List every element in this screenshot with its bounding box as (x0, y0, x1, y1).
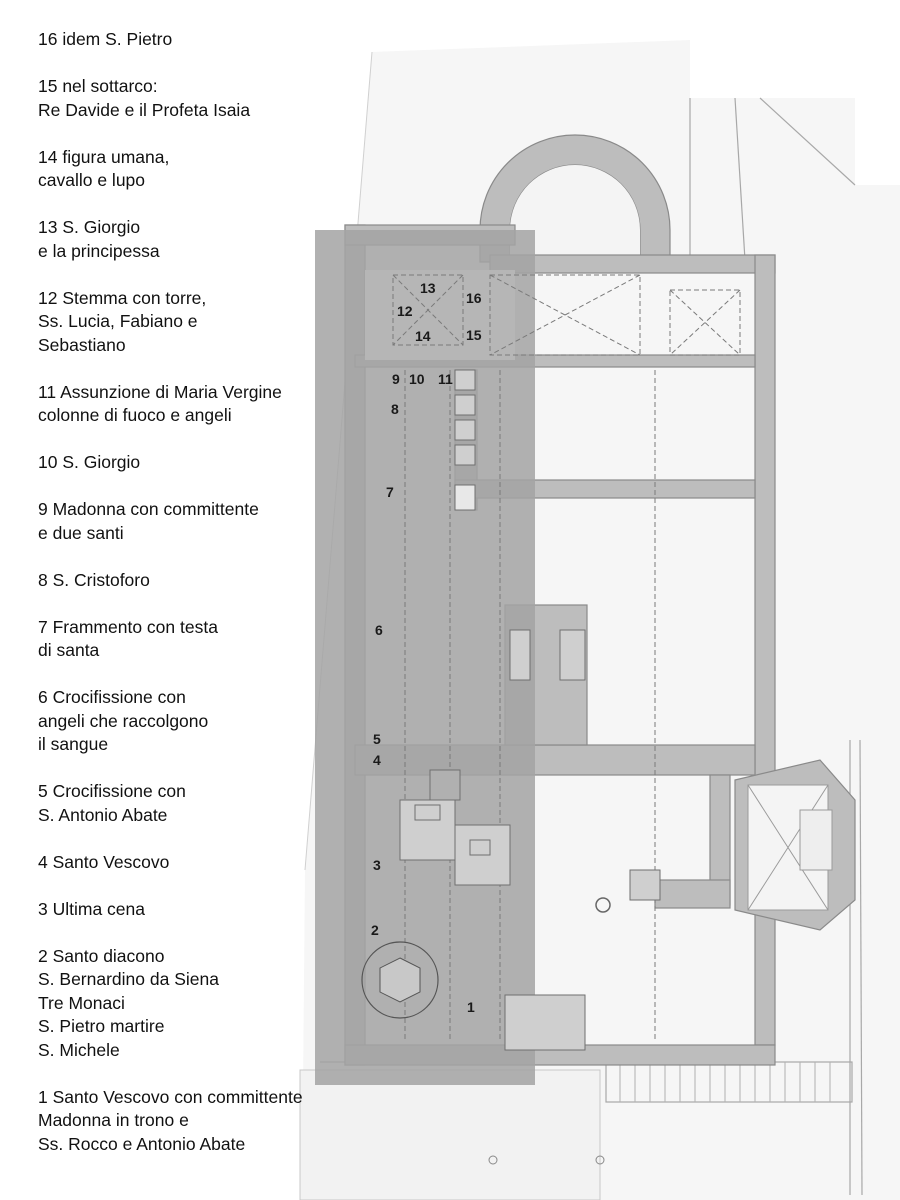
plan-number-1: 1 (467, 999, 475, 1015)
plan-number-3: 3 (373, 857, 381, 873)
legend-entry (38, 1086, 368, 1157)
legend-line: Tre Monaci (38, 992, 125, 1013)
legend-line: Ss. Lucia, Fabiano e (38, 311, 198, 331)
plan-number-14: 14 (415, 328, 431, 344)
legend-line: 7 Frammento con testa (38, 616, 218, 637)
plan-number-5: 5 (373, 731, 381, 747)
legend-entry (38, 28, 368, 52)
legend-line: 10 S. Giorgio (38, 452, 141, 472)
plan-number-15: 15 (466, 327, 482, 343)
legend-line: 5 Crocifissione con (38, 781, 186, 801)
legend-entry (38, 616, 368, 663)
legend-line: 13 S. Giorgio (38, 217, 141, 237)
legend-line: Sebastiano (38, 334, 126, 355)
plan-number-2: 2 (371, 922, 379, 938)
legend-line: 11 Assunzione di Maria Vergine (38, 381, 282, 402)
legend-line: Ss. Rocco e Antonio Abate (38, 1133, 246, 1154)
fresco-legend (38, 28, 368, 1156)
legend-entry (38, 451, 368, 475)
legend-line: S. Pietro martire (38, 1016, 165, 1036)
plan-number-16: 16 (466, 290, 482, 306)
legend-entry (38, 498, 368, 545)
legend-line: S. Antonio Abate (38, 804, 168, 825)
legend-entry (38, 686, 368, 757)
plan-number-11: 11 (438, 371, 453, 387)
legend-entry (38, 898, 368, 922)
legend-line: il sangue (38, 734, 109, 754)
legend-line: Madonna in trono e (38, 1110, 189, 1130)
legend-line: Re Davide e il Profeta Isaia (38, 99, 251, 120)
legend-line: S. Bernardino da Siena (38, 969, 219, 989)
legend-entry (38, 381, 368, 428)
plan-number-8: 8 (391, 401, 399, 417)
legend-line: 6 Crocifissione con (38, 687, 186, 707)
legend-entry (38, 75, 368, 122)
legend-line: 15 nel sottarco: (38, 76, 158, 96)
legend-line: angeli che raccolgono (38, 710, 209, 731)
plan-number-4: 4 (373, 752, 381, 768)
plan-east-chapel (735, 760, 855, 930)
legend-line: cavallo e lupo (38, 170, 146, 190)
legend-line: S. Michele (38, 1039, 120, 1060)
legend-entry (38, 851, 368, 875)
legend-line: 3 Ultima cena (38, 898, 145, 919)
legend-entry (38, 569, 368, 593)
legend-line: colonne di fuoco e angeli (38, 405, 232, 425)
plan-number-6: 6 (375, 622, 383, 638)
legend-line: 8 S. Cristoforo (38, 569, 150, 590)
plan-number-9: 9 (392, 371, 400, 387)
legend-line: e la principessa (38, 240, 160, 261)
plan-number-13: 13 (420, 280, 436, 296)
legend-line: di santa (38, 640, 100, 660)
legend-line: 16 idem S. Pietro (38, 29, 173, 49)
legend-line: 9 Madonna con committente (38, 499, 259, 519)
plan-number-12: 12 (397, 303, 413, 319)
legend-line: e due santi (38, 522, 124, 543)
plan-number-7: 7 (386, 484, 394, 500)
legend-entry (38, 945, 368, 1063)
legend-line: 2 Santo diacono (38, 945, 165, 966)
legend-entry (38, 216, 368, 263)
legend-line: 14 figura umana, (38, 146, 170, 167)
legend-line: 4 Santo Vescovo (38, 851, 170, 872)
legend-entry (38, 146, 368, 193)
legend-line: 12 Stemma con torre, (38, 287, 207, 308)
legend-line: 1 Santo Vescovo con committente (38, 1086, 303, 1107)
legend-entry (38, 287, 368, 358)
legend-entry (38, 780, 368, 827)
plan-number-10: 10 (409, 371, 425, 387)
